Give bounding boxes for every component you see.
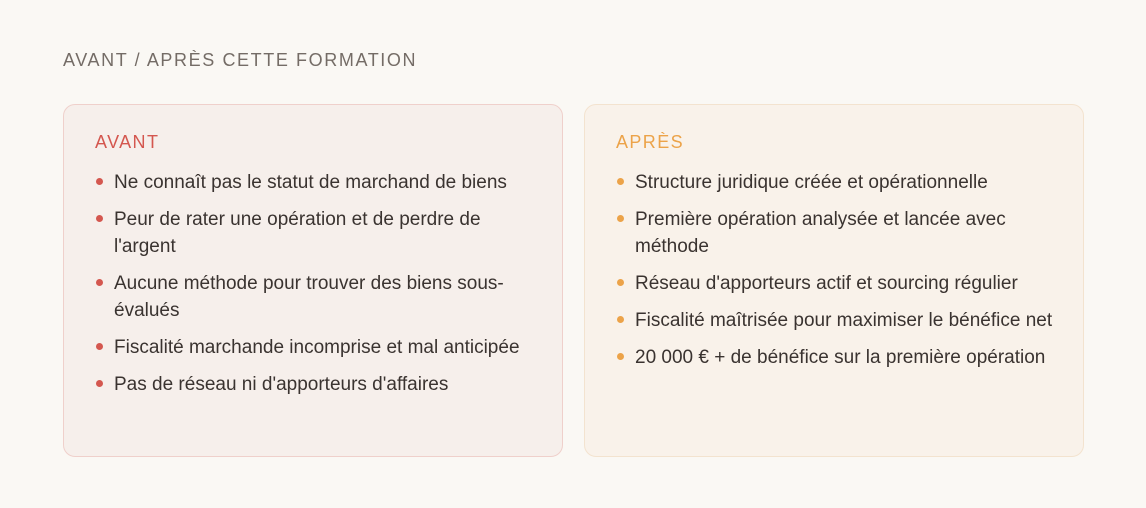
after-list-item <box>616 169 1053 196</box>
after-item-text: Réseau d'apporteurs actif et sourcing régulier <box>635 273 1018 294</box>
before-item-text: Aucune méthode pour trouver des biens sous-évalués <box>114 273 504 321</box>
before-list-item <box>95 334 532 361</box>
bullet-dot-icon <box>96 343 103 350</box>
after-item-text: Structure juridique créée et opérationnelle <box>635 172 988 193</box>
before-heading: AVANT <box>95 132 160 152</box>
before-list-item <box>95 270 532 324</box>
after-item-text: Première opération analysée et lancée avec méthode <box>635 209 1006 257</box>
bullet-dot-icon <box>617 316 624 323</box>
before-card <box>63 104 563 457</box>
after-card <box>584 104 1084 457</box>
bullet-dot-icon <box>96 215 103 222</box>
after-item-text: Fiscalité maîtrisée pour maximiser le bénéfice net <box>635 310 1053 331</box>
bullet-dot-icon <box>617 279 624 286</box>
before-item-text: Pas de réseau ni d'apporteurs d'affaires <box>114 374 449 395</box>
after-heading: APRÈS <box>616 132 685 152</box>
after-list-item <box>616 270 1053 297</box>
after-list-item <box>616 344 1053 371</box>
before-item-text: Ne connaît pas le statut de marchand de biens <box>114 172 507 193</box>
after-list <box>616 169 1053 371</box>
before-list-item <box>95 206 532 260</box>
before-list-item <box>95 169 532 196</box>
section-title: AVANT / APRÈS CETTE FORMATION <box>63 50 418 70</box>
after-list-item <box>616 206 1053 260</box>
before-item-text: Peur de rater une opération et de perdre de l'argent <box>114 209 481 257</box>
after-list-item <box>616 307 1053 334</box>
bullet-dot-icon <box>96 380 103 387</box>
bullet-dot-icon <box>617 353 624 360</box>
bullet-dot-icon <box>617 215 624 222</box>
before-item-text: Fiscalité marchande incomprise et mal anticipée <box>114 337 520 358</box>
bullet-dot-icon <box>96 178 103 185</box>
after-item-text: 20 000 € + de bénéfice sur la première opération <box>635 347 1046 368</box>
before-list-item <box>95 371 532 398</box>
bullet-dot-icon <box>96 279 103 286</box>
bullet-dot-icon <box>617 178 624 185</box>
before-list <box>95 169 532 398</box>
